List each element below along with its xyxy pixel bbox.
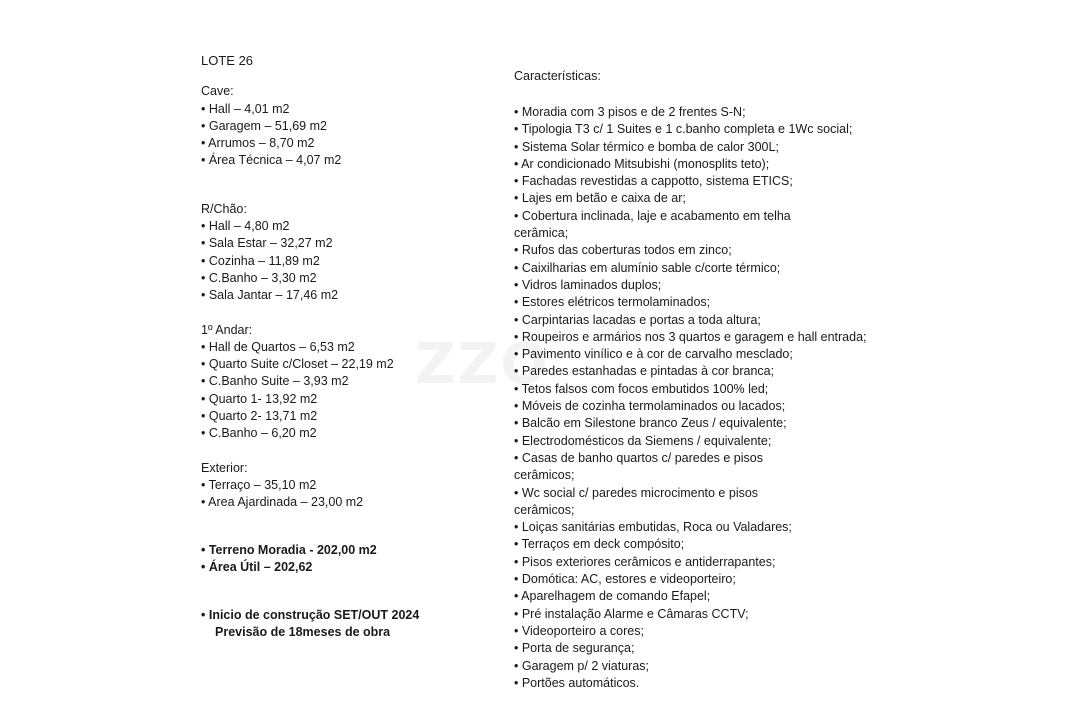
feature-item: • Cobertura inclinada, laje e acabamento em telha <box>514 208 791 223</box>
section-heading: R/Chão: <box>201 201 247 216</box>
feature-item: • Domótica: AC, estores e videoporteiro; <box>514 572 736 587</box>
construction-forecast: Previsão de 18meses de obra <box>215 625 391 640</box>
feature-item: • Portões automáticos. <box>514 675 640 690</box>
feature-item: • Paredes estanhadas e pintadas à cor branca; <box>514 364 775 379</box>
construction-start: • Inicio de construção SET/OUT 2024 <box>201 608 420 623</box>
features-heading: Características: <box>514 69 601 83</box>
list-item: • C.Banho Suite – 3,93 m2 <box>201 374 349 389</box>
list-item: • Cozinha – 11,89 m2 <box>201 253 320 268</box>
list-item: • Quarto 1- 13,92 m2 <box>201 391 318 406</box>
section-exterior <box>201 460 501 512</box>
right-column <box>514 68 974 692</box>
feature-item: cerâmicos; <box>514 502 575 517</box>
list-item: • Hall – 4,01 m2 <box>201 101 290 116</box>
construction-block <box>201 607 501 642</box>
feature-item: • Rufos das coberturas todos em zinco; <box>514 243 732 258</box>
list-item: • Quarto 2- 13,71 m2 <box>201 409 318 424</box>
feature-item: • Loiças sanitárias embutidas, Roca ou Valadares; <box>514 520 792 535</box>
feature-item: • Casas de banho quartos c/ paredes e pisos <box>514 450 763 465</box>
lot-title: LOTE 26 <box>201 53 254 68</box>
feature-item: • Carpintarias lacadas e portas a toda altura; <box>514 312 761 327</box>
feature-item: • Sistema Solar térmico e bomba de calor 300L; <box>514 139 779 154</box>
features-list <box>514 104 974 692</box>
left-column <box>201 52 501 642</box>
feature-item: • Aparelhagem de comando Efapel; <box>514 589 711 604</box>
feature-item: • Roupeiros e armários nos 3 quartos e garagem e hall entrada; <box>514 329 867 344</box>
section-heading: Cave: <box>201 84 234 99</box>
feature-item: • Videoporteiro a cores; <box>514 623 644 638</box>
list-item: • Area Ajardinada – 23,00 m2 <box>201 495 364 510</box>
feature-item: • Fachadas revestidas a cappotto, sistema ETICS; <box>514 174 793 189</box>
feature-item: • Garagem p/ 2 viaturas; <box>514 658 649 673</box>
feature-item: • Pré instalação Alarme e Câmaras CCTV; <box>514 606 749 621</box>
feature-item: • Terraços em deck compósito; <box>514 537 685 552</box>
area-util-total: • Área Útil – 202,62 <box>201 559 313 574</box>
section-rchao <box>201 201 501 305</box>
feature-item: • Móveis de cozinha termolaminados ou lacados; <box>514 399 786 414</box>
list-item: • Hall de Quartos – 6,53 m2 <box>201 339 355 354</box>
feature-item: • Wc social c/ paredes microcimento e pisos <box>514 485 759 500</box>
section-heading: 1º Andar: <box>201 322 253 337</box>
feature-item: • Porta de segurança; <box>514 641 635 656</box>
list-item: • Sala Jantar – 17,46 m2 <box>201 288 339 303</box>
section-cave <box>201 83 501 169</box>
list-item: • Hall – 4,80 m2 <box>201 219 290 234</box>
list-item: • Área Técnica – 4,07 m2 <box>201 153 342 168</box>
feature-item: • Tipologia T3 c/ 1 Suites e 1 c.banho completa e 1Wc social; <box>514 122 853 137</box>
feature-item: • Pisos exteriores cerâmicos e antiderrapantes; <box>514 554 776 569</box>
feature-item: • Balcão em Silestone branco Zeus / equivalente; <box>514 416 787 431</box>
feature-item: • Tetos falsos com focos embutidos 100% led; <box>514 381 769 396</box>
terreno-total: • Terreno Moradia - 202,00 m2 <box>201 542 377 557</box>
feature-item: cerâmica; <box>514 226 569 241</box>
list-item: • Garagem – 51,69 m2 <box>201 118 327 133</box>
feature-item: • Estores elétricos termolaminados; <box>514 295 711 310</box>
list-item: • Quarto Suite c/Closet – 22,19 m2 <box>201 357 394 372</box>
list-item: • C.Banho – 3,30 m2 <box>201 270 317 285</box>
feature-item: cerâmicos; <box>514 468 575 483</box>
feature-item: • Caixilharias em alumínio sable c/corte térmico; <box>514 260 781 275</box>
list-item: • Arrumos – 8,70 m2 <box>201 136 315 151</box>
feature-item: • Pavimento vinílico e à cor de carvalho mesclado; <box>514 347 793 362</box>
feature-item: • Vidros laminados duplos; <box>514 277 662 292</box>
feature-item: • Lajes em betão e caixa de ar; <box>514 191 686 206</box>
watermark-logo: ZZO <box>415 332 550 397</box>
list-item: • Sala Estar – 32,27 m2 <box>201 236 333 251</box>
feature-item: • Electrodomésticos da Siemens / equivalente; <box>514 433 772 448</box>
feature-item: • Moradia com 3 pisos e de 2 frentes S-N; <box>514 105 746 119</box>
totals-block <box>201 542 501 577</box>
section-heading: Exterior: <box>201 460 248 475</box>
list-item: • Terraço – 35,10 m2 <box>201 477 317 492</box>
feature-item: • Ar condicionado Mitsubishi (monosplits teto); <box>514 156 770 171</box>
list-item: • C.Banho – 6,20 m2 <box>201 426 317 441</box>
section-1-andar <box>201 322 501 443</box>
